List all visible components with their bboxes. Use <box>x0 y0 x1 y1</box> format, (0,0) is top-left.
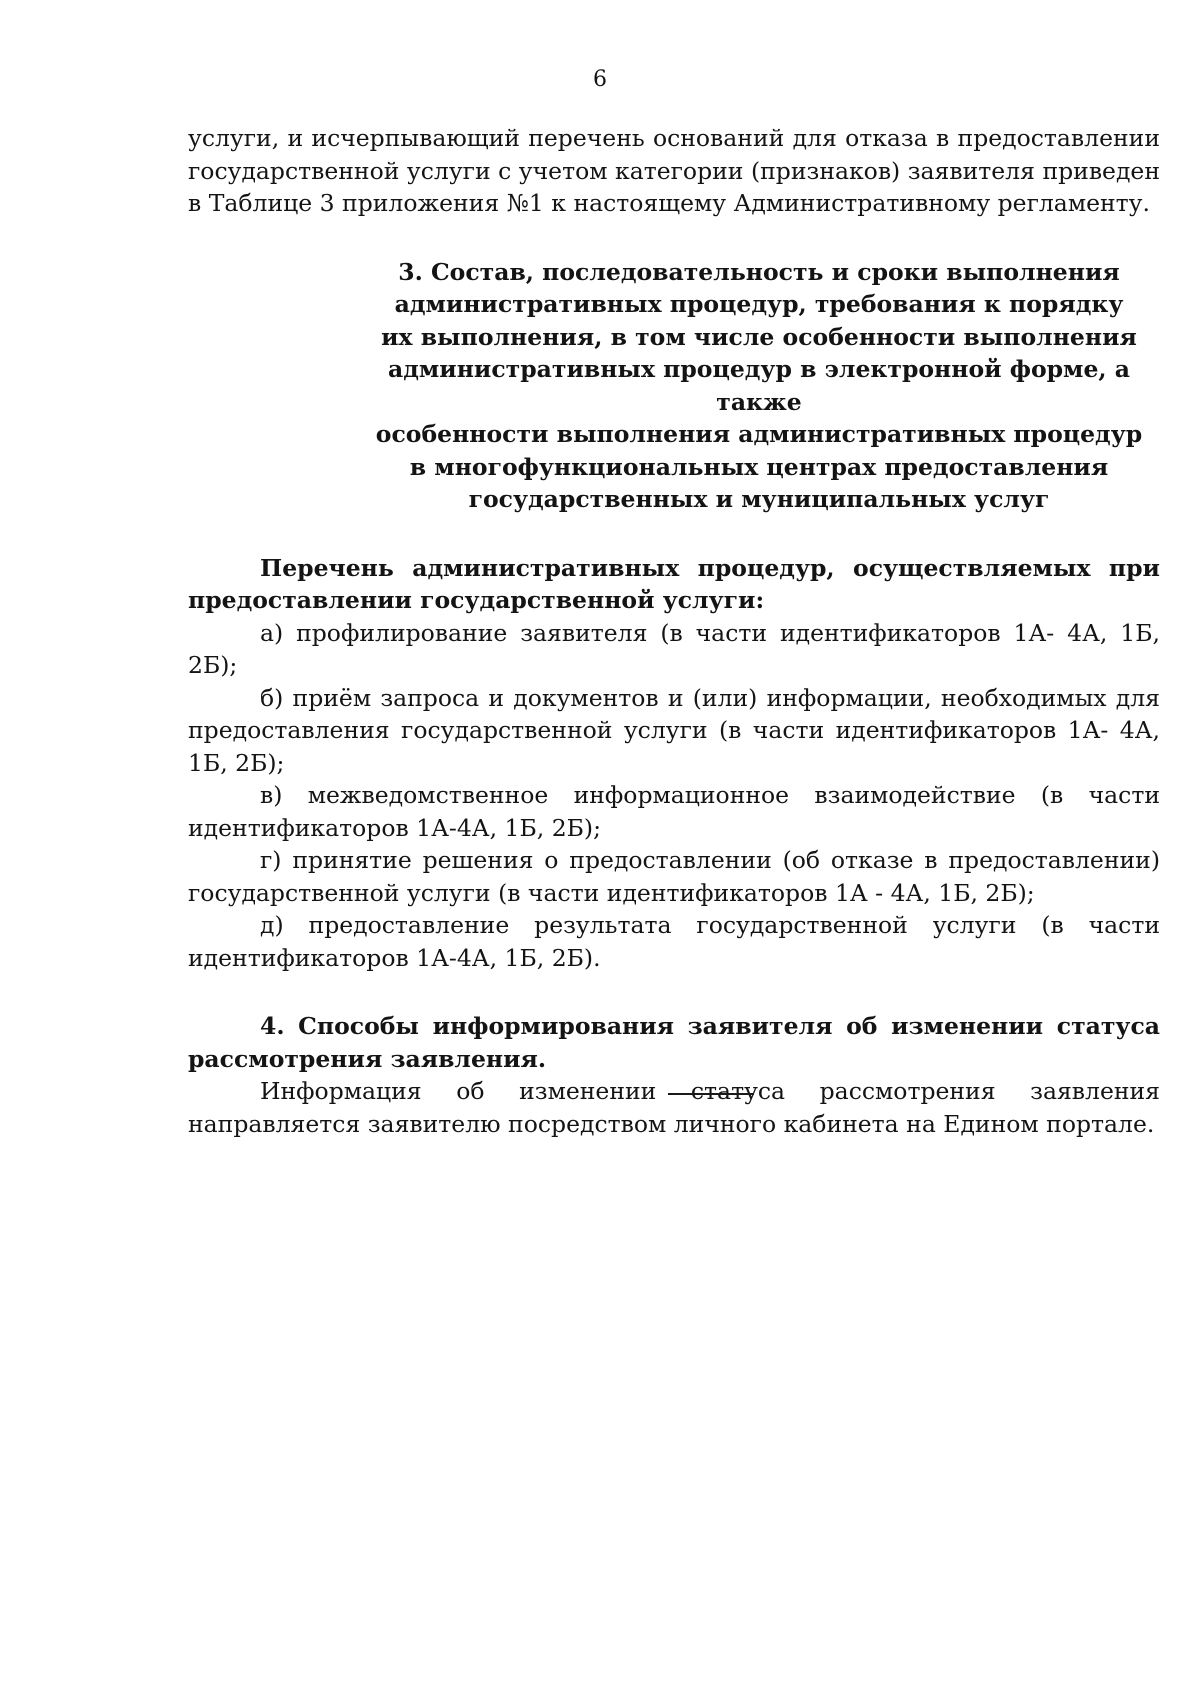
section-4-text: Информация об изменении статуса рассмотрения заявления направляется заявителю посредством личного кабинета на Едином портале. <box>188 1077 1160 1138</box>
section-3-heading-line: административных процедур, требования к порядку <box>394 290 1124 318</box>
procedure-item: в) межведомственное информационное взаимодействие (в части идентификаторов 1А-4А, 1Б, 2Б); <box>188 781 1160 842</box>
section-3-heading-line: их выполнения, в том числе особенности выполнения <box>381 322 1137 351</box>
section-3-heading-line: государственных и муниципальных услуг <box>468 485 1050 513</box>
section-4-heading: 4. Способы информирования заявителя об изменении статуса рассмотрения заявления. <box>188 1012 1160 1073</box>
page-content <box>188 122 1160 1140</box>
section-3-heading-line: в многофункциональных центрах предоставления <box>409 452 1109 481</box>
intro-paragraph: услуги, и исчерпывающий перечень оснований для отказа в предоставлении государственной услуги с учетом категории (признаков) заявителя приведен в Таблице 3 приложения №1 к настоящему Административному регламенту. <box>188 124 1160 217</box>
procedure-item: г) принятие решения о предоставлении (об отказе в предоставлении) государственной услуги (в части идентификаторов 1А - 4А, 1Б, 2Б); <box>188 846 1160 907</box>
procedures-list-heading: Перечень административных процедур, осуществляемых при предоставлении государственной услуги: <box>188 553 1160 614</box>
procedure-item: б) приём запроса и документов и (или) информации, необходимых для предоставления государственной услуги (в части идентификаторов 1А- 4А, 1Б, 2Б); <box>188 683 1160 777</box>
procedure-item: а) профилирование заявителя (в части идентификаторов 1А- 4А, 1Б, 2Б); <box>188 618 1160 679</box>
page-number: 6 <box>593 67 607 92</box>
section-3-heading <box>188 256 1160 516</box>
end-rule <box>668 1093 754 1095</box>
section-3-heading-line: 3. Состав, последовательность и сроки выполнения <box>398 257 1120 286</box>
section-3-heading-line: особенности выполнения административных процедур <box>375 420 1143 448</box>
procedure-item: д) предоставление результата государственной услуги (в части идентификаторов 1А-4А, 1Б, 2Б). <box>188 911 1160 972</box>
section-3-heading-line: административных процедур в электронной форме, а также <box>387 355 1131 416</box>
